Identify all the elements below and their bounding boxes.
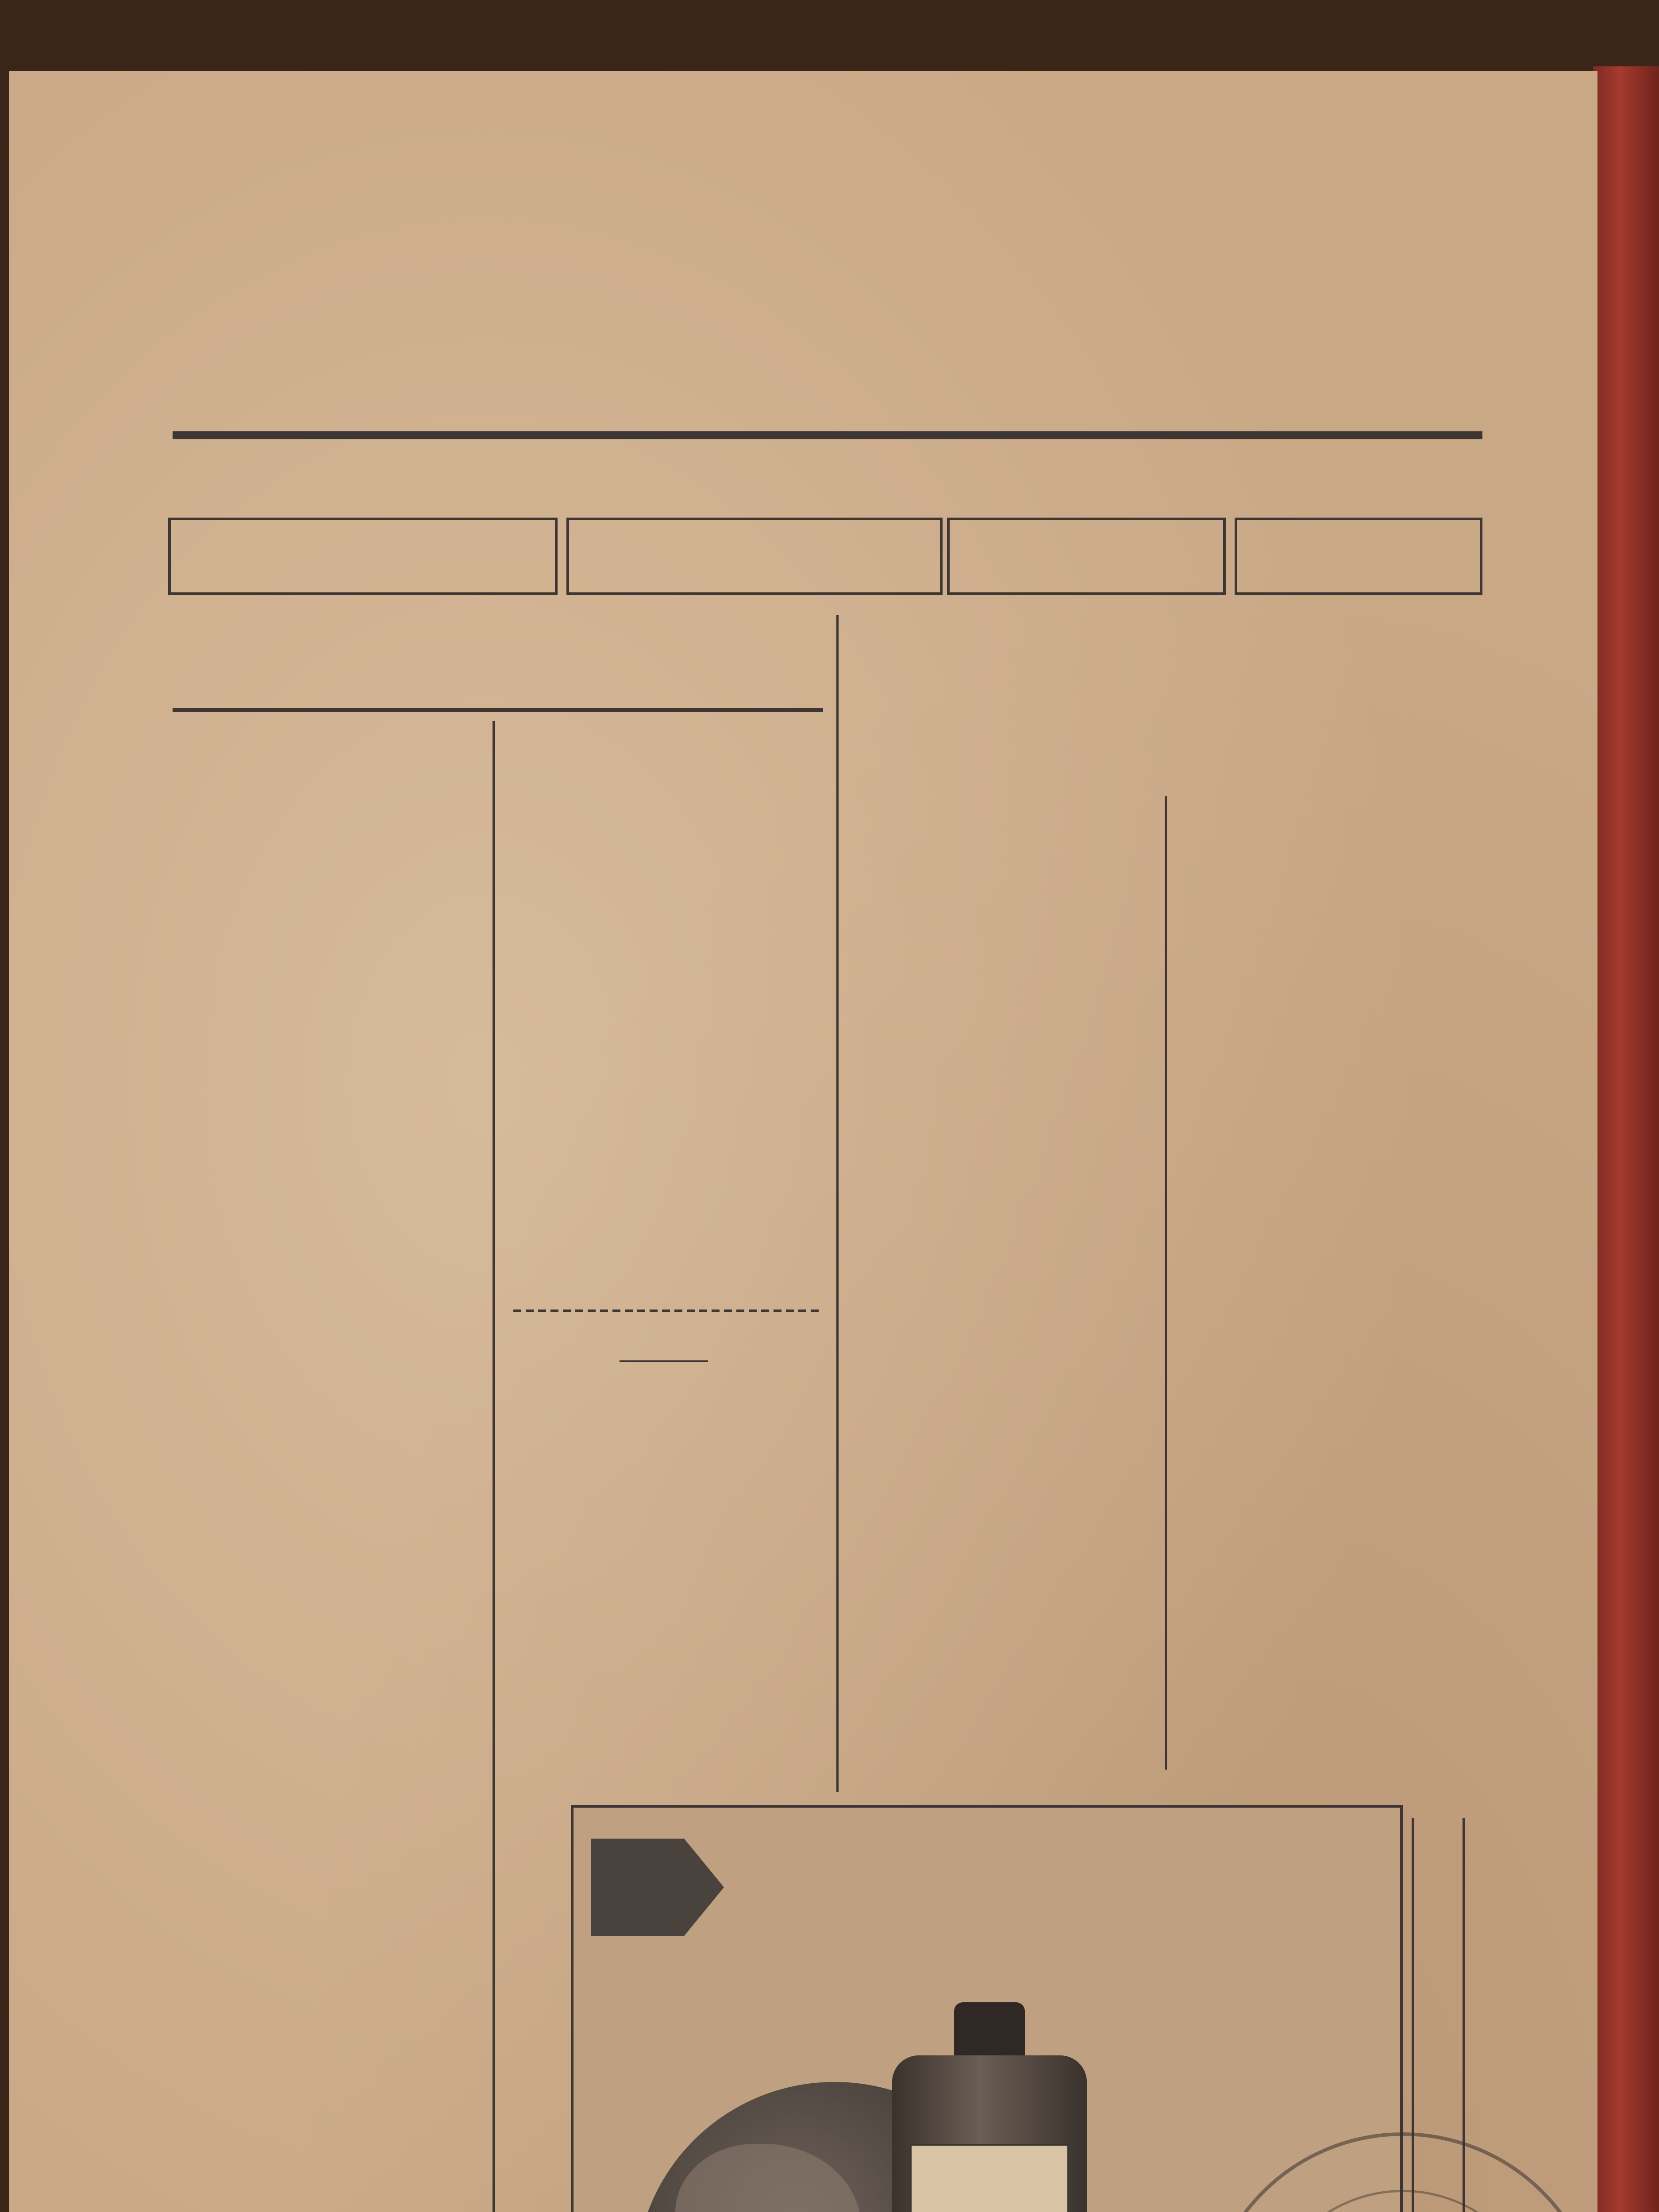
section-rubric (850, 617, 1204, 648)
column-divider (836, 615, 839, 1792)
feature-article-column-1 (850, 796, 1159, 1770)
lead-headline-rule (173, 708, 823, 712)
ad-product-name (1096, 1980, 1370, 2042)
bottle-label (910, 2144, 1069, 2212)
column-divider (493, 721, 495, 2212)
advertisement (571, 1805, 1403, 2212)
poem-title-rule (620, 1360, 708, 1362)
feature-subheadline (850, 721, 1482, 783)
lead-headline (168, 615, 828, 708)
newspaper-page (9, 71, 1597, 2212)
masthead-rule (173, 431, 1482, 439)
column-divider (1165, 796, 1167, 1770)
info-box-issue (566, 518, 943, 595)
info-box-date (1235, 518, 1482, 595)
poem-dashed-rule (513, 1310, 819, 1312)
poem-title (502, 1323, 828, 1358)
feature-article-column-2 (1173, 796, 1482, 1770)
poem-author (502, 1739, 828, 1770)
lead-article-column-1 (173, 721, 485, 2212)
arrow-icon (591, 1839, 724, 1936)
feature-headline (850, 655, 1482, 717)
lead-article-column-2 (502, 721, 828, 1292)
masthead-tagline (173, 447, 1482, 500)
info-box-directors (168, 518, 558, 595)
binding-edge (1593, 66, 1659, 2212)
masthead-title (168, 173, 1491, 420)
info-box-price (947, 518, 1226, 595)
ad-brand (733, 1812, 1397, 1971)
